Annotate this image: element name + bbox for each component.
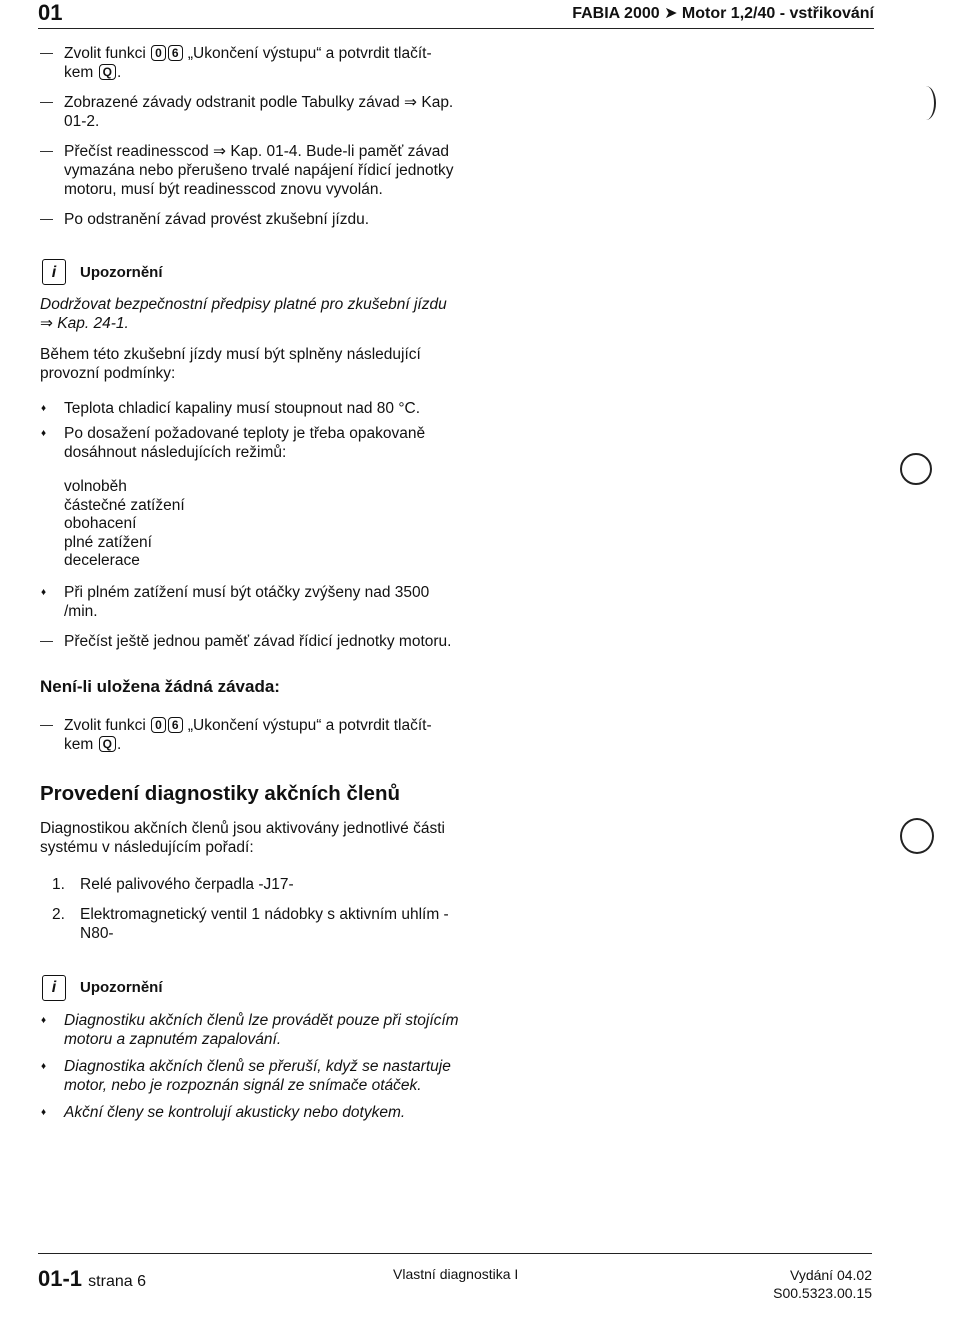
condition-coolant: ♦ Teplota chladicí kapaliny musí stoupnout nad 80 °C. — [40, 399, 460, 418]
mode-list — [40, 478, 460, 571]
step-select-function-2: — Zvolit funkci 0 6 „Ukončení výstupu“ a potvrdit tlačít-kem Q . — [40, 716, 460, 754]
header-divider — [38, 28, 874, 29]
note-item: ♦ Akční členy se kontrolují akusticky nebo dotykem. — [40, 1103, 460, 1122]
step-fix-faults: — Zobrazené závady odstranit podle Tabulky závad ⇒ Kap. 01-2. — [40, 93, 460, 131]
note-heading: i Upozornění — [40, 259, 460, 285]
key-6: 6 — [168, 717, 183, 733]
note-heading-2: i Upozornění — [40, 975, 460, 1001]
binder-hole — [900, 453, 932, 485]
conditions-intro: Během této zkušební jízdy musí být splněny následující provozní podmínky: — [40, 346, 421, 382]
info-icon: i — [42, 259, 66, 285]
footer-page: 01-1 strana 6 — [38, 1266, 146, 1291]
list-item: 2. Elektromagnetický ventil 1 nádobky s aktivním uhlím -N80- — [52, 905, 449, 942]
note-item: ♦ Diagnostika akčních členů se přeruší, když se nastartuje motor, nebo je rozpoznán signál ze snímače otáček. — [40, 1057, 460, 1095]
footer-edition: Vydání 04.02 S00.5323.00.15 — [773, 1267, 872, 1301]
mode-partial-load: částečné zatížení — [64, 496, 185, 514]
main-content — [40, 44, 460, 1133]
chapter-number: 01 — [38, 0, 63, 25]
binder-hole — [900, 818, 934, 854]
step-test-drive: — Po odstranění závad provést zkušební jízdu. — [40, 210, 460, 229]
mode-full-load: plné zatížení — [64, 533, 152, 551]
list-item: 1. Relé palivového čerpadla -J17- — [52, 875, 294, 893]
key-q: Q — [99, 64, 116, 80]
key-6: 6 — [168, 45, 183, 61]
mode-deceleration: decelerace — [64, 552, 140, 569]
key-q: Q — [99, 736, 116, 752]
footer-section: Vlastní diagnostika I — [393, 1266, 519, 1282]
key-0: 0 — [151, 45, 166, 61]
note-item: ♦ Diagnostiku akčních členů lze provádět pouze při stojícím motoru a zapnutém zapalování. — [40, 1011, 460, 1049]
condition-modes: ♦ Po dosažení požadované teploty je třeba opakovaně dosáhnout následujících režimů: — [40, 424, 460, 462]
section-heading: Provedení diagnostiky akčních členů — [40, 781, 401, 805]
section-intro: Diagnostikou akčních členů jsou aktivovány jednotlivé části systému v následujícím pořadí: — [40, 819, 445, 856]
key-0: 0 — [151, 717, 166, 733]
note-text: Dodržovat bezpečnostní předpisy platné pro zkušební jízdu ⇒ Kap. 24-1. — [40, 296, 447, 332]
condition-full-load: ♦ Při plném zatížení musí být otáčky zvýšeny nad 3500 /min. — [40, 583, 460, 621]
info-icon: i — [42, 975, 66, 1001]
scan-mark — [916, 86, 936, 120]
step-read-again: — Přečíst ještě jednou paměť závad řídicí jednotky motoru. — [40, 632, 460, 651]
mode-idle: volnoběh — [64, 478, 127, 495]
mode-enrichment: obohacení — [64, 515, 137, 532]
step-read-readiness: — Přečíst readinesscod ⇒ Kap. 01-4. Bude-li paměť závad vymazána nebo přerušeno trvalé napájení řídicí jednotky motoru, musí být readinesscod znovu vyvolán. — [40, 142, 460, 199]
step-select-function: — Zvolit funkci 0 6 „Ukončení výstupu“ a potvrdit tlačít-kem Q . — [40, 44, 460, 82]
header-title: FABIA 2000 ➤ Motor 1,2/40 - vstřikování — [572, 5, 874, 22]
no-fault-heading: Není-li uložena žádná závada: — [40, 676, 280, 696]
footer-divider — [38, 1253, 872, 1254]
